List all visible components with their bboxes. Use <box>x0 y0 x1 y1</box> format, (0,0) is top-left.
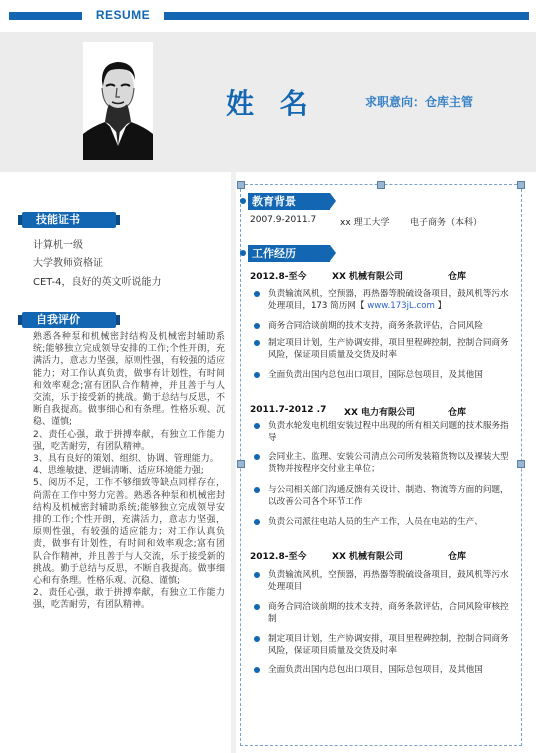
job-header <box>250 405 520 417</box>
skill-item: CET-4，良好的英文听说能力 <box>33 277 162 288</box>
resize-handle[interactable] <box>517 460 525 468</box>
job-company: XX 电力有限公司 <box>344 408 416 418</box>
skill-item: 计算机一级 <box>33 240 83 251</box>
job-bullet: 全面负责出国内总包出口项目，国际总包项目，及其他国 <box>268 369 514 381</box>
column-divider <box>231 172 236 753</box>
job-period: 2012.8-至今 <box>250 272 307 282</box>
job-position: 仓库 <box>448 272 467 282</box>
resize-handle[interactable] <box>237 460 245 468</box>
job-period: 2011.7-2012 .7 <box>250 405 327 415</box>
education-title: 教育背景 <box>248 193 330 210</box>
top-rule-left <box>9 12 82 20</box>
self-eval-tag: 自我评价 <box>22 312 116 328</box>
edu-major: 电子商务（本科） <box>410 218 483 228</box>
candidate-name: 姓 名 <box>226 87 316 120</box>
job-bullet: 全面负责出国内总包出口项目，国际总包项目，及其他国 <box>268 664 514 676</box>
job-bullet: 与公司相关部门沟通反馈有关设计、制造、物流等方面的问题，以改善公司各个环节工作 <box>268 484 514 509</box>
resize-handle[interactable] <box>517 181 525 189</box>
eval-paragraph: 熟悉各种泵和机械密封结构及机械密封辅助系统;能够独立完成领导安排的工作;个性开朗，充满活力，意志力坚强，原则性强，有较强的适应能力；对工作认真负责，做事有计划性，有时间和效率观念;富有团队合作精神，并且善于与人交流，乐于接受新的挑战。勤于总结与反思，不断自我提高。做事细心和有条理。性格乐观、沉稳、谨慎; <box>33 332 225 428</box>
work-title: 工作经历 <box>248 245 330 262</box>
job-bullet: 负责输流风机，空预器，再热器等脱硫设备项目，鼓风机等污水处理项目 <box>268 569 514 594</box>
eval-paragraph: 2、责任心强，敢于拼搏奉献，有独立工作能力强，吃苦耐劳，有团队精神。 <box>33 588 225 611</box>
bullet-text: 负责输流风机，空预器，再热器等脱硫设备项目，鼓风机等污水处理项目，173 简历网【 <box>268 289 509 312</box>
job-header <box>250 549 520 561</box>
job-bullet: 负责水轮发电机组安装过程中出现的所有相关问题的技术服务指导 <box>268 420 514 445</box>
bullet-text: 】 <box>434 301 447 312</box>
job-bullet: 制定项目计划，生产协调安排，项目里程碑控制，控制合同商务风险，保证项目质量及交货及时率 <box>268 633 514 658</box>
eval-paragraph: 4、思维敏捷、逻辑清晰、适应环境能力强; <box>33 466 204 477</box>
job-position: 仓库 <box>448 552 467 562</box>
timeline-dot <box>240 198 246 204</box>
job-position: 仓库 <box>448 408 467 418</box>
skills-tag: 技能证书 <box>22 212 116 228</box>
job-company: XX 机械有限公司 <box>332 552 404 562</box>
job-bullet: 制定项目计划，生产协调安排，项目里程碑控制，控制合同商务风险，保证项目质量及交货及时率 <box>268 337 514 362</box>
job-intent: 求职意向：仓库主管 <box>365 95 474 109</box>
job-bullet: 商务合同洽谈前期的技术支持，商务条款评估，合同风险 <box>268 320 514 332</box>
resume-wordmark: RESUME <box>95 8 151 22</box>
job-period: 2012.8-至今 <box>250 552 307 562</box>
job-bullet: 会同业主、监理、安装公司清点公司所发装箱货物以及裸装大型货物并按程序交付业主单位； <box>268 451 514 476</box>
resize-handle[interactable] <box>237 181 245 189</box>
job-bullet: 商务合同洽谈前期的技术支持，商务条款评估，合同风险审核控制 <box>268 601 514 626</box>
edu-school: xx 理工大学 <box>340 218 390 228</box>
portrait-icon <box>83 42 153 160</box>
job-bullet <box>268 288 514 313</box>
skill-item: 大学教师资格证 <box>33 258 103 269</box>
eval-paragraph: 3、具有良好的策划、组织、协调、管理能力。 <box>33 454 219 465</box>
eval-paragraph: 5、阅历不足，工作不够细致等缺点同样存在，尚需在工作中努力完善。熟悉各种泵和机械密封结构及机械密封辅助系统;能够独立完成领导安排的工作;个性开朗，充满活力，意志力坚强，原则性强，有较强的适应能力；对工作认真负责，做事有计划性，有时间和效率观念;富有团队合作精神，并且善于与人交流，乐于接受新的挑战。勤于总结与反思，不断自我提高。做事细心和有条理。性格乐观、沉稳、谨慎; <box>33 478 225 587</box>
top-rule-right <box>164 12 529 20</box>
profile-photo <box>83 42 153 160</box>
job-company: XX 机械有限公司 <box>332 272 404 282</box>
site-link[interactable]: www.173jL.com <box>367 301 435 312</box>
eval-paragraph: 2、责任心强，敢于拼搏奉献，有独立工作能力强，吃苦耐劳，有团队精神。 <box>33 429 225 452</box>
timeline-dot <box>240 250 246 256</box>
edu-period: 2007.9-2011.7 <box>250 215 317 225</box>
job-bullet: 负责公司派往电站人员的生产工作，人员在电站的生产、 <box>268 516 514 528</box>
self-evaluation-text <box>33 331 225 612</box>
job-header <box>250 269 520 281</box>
resize-handle[interactable] <box>377 181 385 189</box>
